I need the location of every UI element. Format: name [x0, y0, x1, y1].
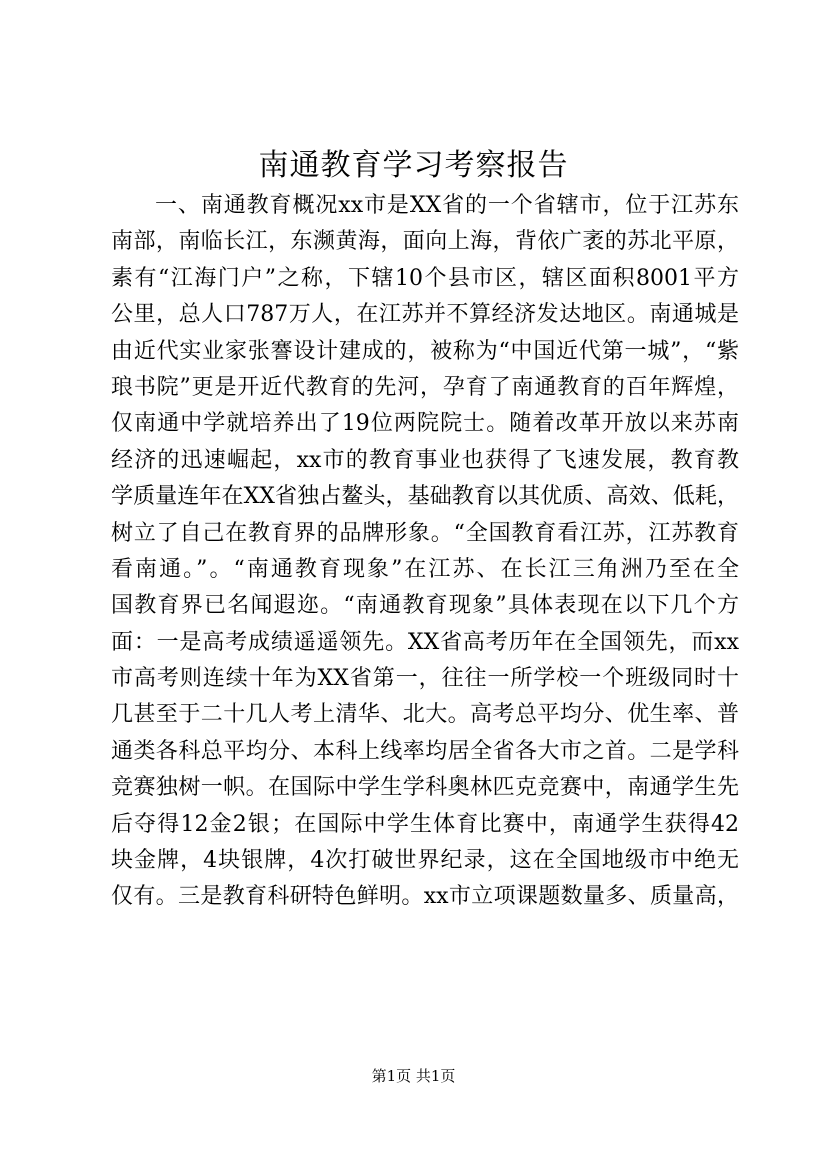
body-line: 面：一是高考成绩遥遥领先。XX省高考历年在全国领先，而xx	[111, 629, 739, 655]
body-line: 经济的迅速崛起，xx市的教育事业也获得了飞速发展，教育教	[111, 447, 739, 473]
body-line: 几甚至于二十几人考上清华、北大。高考总平均分、优生率、普	[111, 702, 739, 728]
body-line: 仅有。三是教育科研特色鲜明。xx市立项课题数量多、质量高，	[111, 884, 739, 910]
document-title: 南通教育学习考察报告	[258, 148, 569, 183]
body-line: 块金牌，4块银牌，4次打破世界纪录，这在全国地级市中绝无	[111, 848, 739, 874]
body-line: 仅南通中学就培养出了19位两院院士。随着改革开放以来苏南	[111, 411, 739, 437]
body-line: 南部，南临长江，东濒黄海，面向上海，背依广袤的苏北平原，	[111, 229, 739, 255]
body-line: 一、南通教育概况xx市是XX省的一个省辖市，位于江苏东	[155, 193, 739, 218]
body-line: 通类各科总平均分、本科上线率均居全省各大市之首。二是学科	[111, 738, 739, 764]
body-line: 由近代实业家张謇设计建成的，被称为“中国近代第一城”，“紫	[111, 338, 739, 364]
body-line: 竞赛独树一帜。在国际中学生学科奥林匹克竞赛中，南通学生先	[111, 775, 739, 801]
page-footer: 第1页 共1页	[371, 1067, 456, 1085]
body-line: 公里，总人口787万人，在江苏并不算经济发达地区。南通城是	[111, 302, 739, 328]
body-line: 树立了自己在教育界的品牌形象。“全国教育看江苏，江苏教育	[111, 520, 739, 546]
body-line: 看南通。”。“南通教育现象”在江苏、在长江三角洲乃至在全	[111, 556, 739, 582]
body-line: 国教育界已名闻遐迩。“南通教育现象”具体表现在以下几个方	[111, 593, 739, 619]
body-line: 学质量连年在XX省独占鳌头，基础教育以其优质、高效、低耗，	[111, 484, 739, 510]
document-body	[111, 188, 739, 916]
body-line: 后夺得12金2银；在国际中学生体育比赛中，南通学生获得42	[111, 811, 739, 837]
body-line: 琅书院”更是开近代教育的先河，孕育了南通教育的百年辉煌，	[111, 374, 739, 400]
body-line: 素有“江海门户”之称，下辖10个县市区，辖区面积8001平方	[111, 265, 739, 291]
body-line: 市高考则连续十年为XX省第一，往往一所学校一个班级同时十	[111, 666, 739, 692]
